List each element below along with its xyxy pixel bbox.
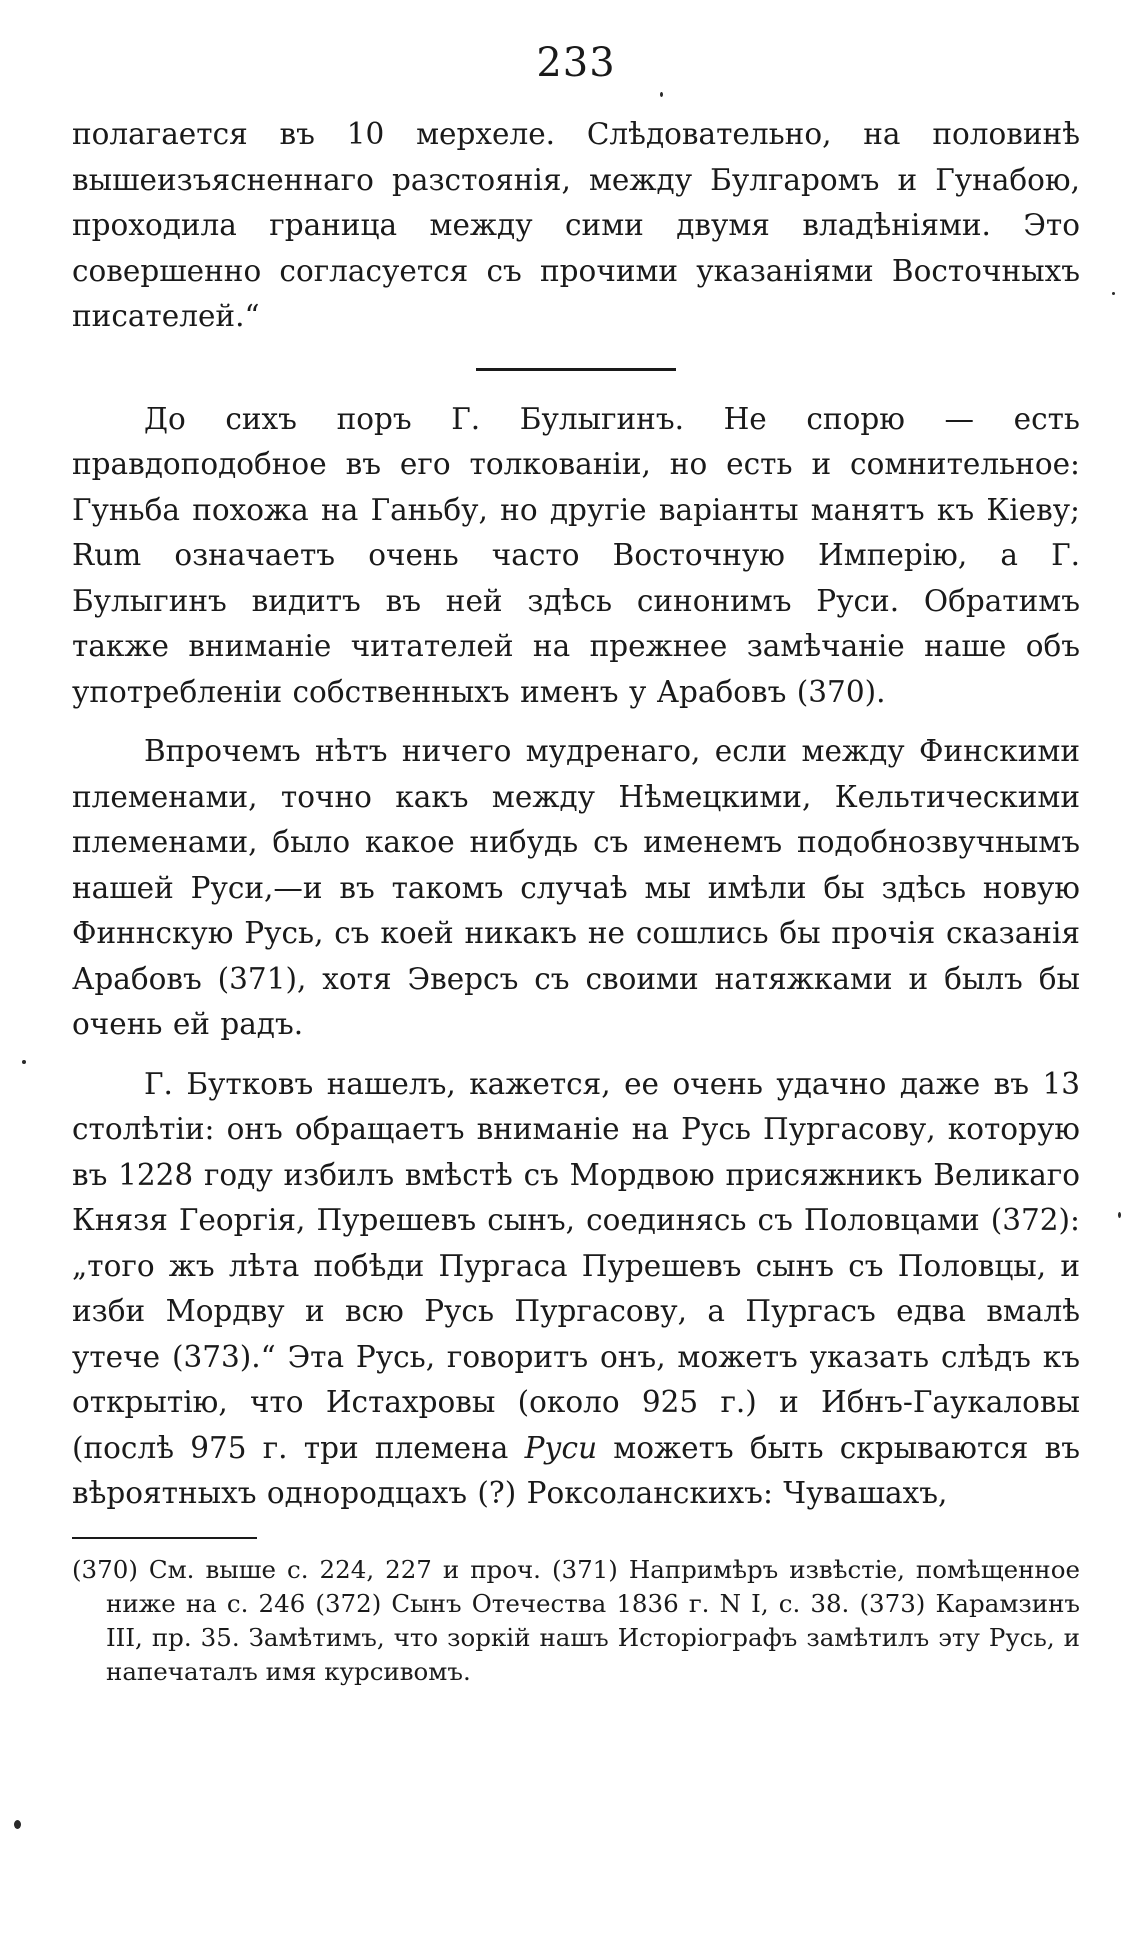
paragraph-butkov-text-before: Г. Бутковъ нашелъ, кажется, ее очень удачно даже въ 13 столѣтіи: онъ обращаетъ вниманіе на Русь Пургасову, которую въ 1228 году избилъ вмѣстѣ съ Мордвою присяжникъ Великаго Князя Георгія, Пурешевъ сынъ, соединясь съ Половцами (372): „того жъ лѣта побѣди Пургаса Пурешевъ сынъ съ Половцы, и изби Мордву и всю Русь Пургасову, а Пургасъ едва вмалѣ утече (373).“ Эта Русь, говоритъ онъ, можетъ указать слѣдъ къ открытію, что Истахровы (около 925 г.) и Ибнъ-Гаукаловы (послѣ 975 г. три племена — [72, 1066, 1080, 1465]
italic-word-rusi: Руси — [524, 1430, 598, 1465]
scan-speck — [660, 92, 663, 97]
paragraph-butkov — [72, 1062, 1080, 1517]
page-number: 233 — [536, 40, 616, 86]
scan-speck — [22, 1060, 26, 1064]
footnote-rule — [72, 1537, 257, 1539]
footnotes: (370) См. выше с. 224, 227 и проч. (371) Напримѣръ извѣстіе, помѣщенное ниже на с. 246 (372) Сынъ Отечества 1836 г. N I, с. 38. (373) Карамзинъ III, пр. 35. Замѣтимъ, что зоркій нашъ Исторіографъ замѣтилъ эту Русь, и напечаталъ имя курсивомъ. — [72, 1554, 1080, 1686]
section-divider — [476, 368, 676, 371]
paragraph-bulygin: До сихъ поръ Г. Булыгинъ. Не спорю — есть правдоподобное въ его толкованіи, но есть и сомнительное: Гуньба похожа на Ганьбу, но другіе варіанты манятъ къ Кіеву; Rum означаетъ очень часто Восточную Имперію, а Г. Булыгинъ видитъ въ ней здѣсь синонимъ Руси. Обратимъ также вниманіе читателей на прежнее замѣчаніе наше объ употребленіи собственныхъ именъ у Арабовъ (370). — [72, 401, 1080, 709]
paragraph-butkov-text-after: можетъ быть скрываются въ вѣроятныхъ однородцахъ (?) Роксоланскихъ: Чувашахъ, — [72, 1430, 1080, 1510]
scan-speck — [1112, 292, 1115, 295]
scan-speck — [1118, 1212, 1121, 1218]
paragraph-continuation: полагается въ 10 мерхеле. Слѣдовательно, на половинѣ вышеизъясненнаго разстоянія, между Булгаромъ и Гунабою, проходила граница между сими двумя владѣніями. Это совершенно согласуется съ прочими указаніями Восточныхъ писателей.“ — [72, 117, 1080, 333]
scan-speck — [14, 1820, 21, 1829]
paragraph-finnish-rus: Впрочемъ нѣтъ ничего мудренаго, если между Финскими племенами, точно какъ между Нѣмецкими, Кельтическими племенами, было какое нибудь съ именемъ подобнозвучнымъ нашей Руси,—и въ такомъ случаѣ мы имѣли бы здѣсь новую Финнскую Русь, съ коей никакъ не сошлись бы прочія сказанія Арабовъ (371), хотя Эверсъ съ своими натяжками и былъ бы очень ей радъ. — [72, 734, 1080, 1041]
